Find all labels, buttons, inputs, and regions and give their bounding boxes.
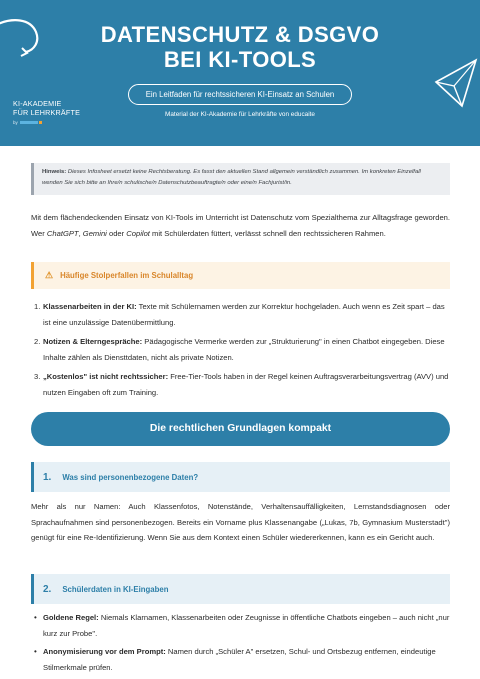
swirl-decoration-icon (0, 10, 48, 60)
brand-logo: KI-AKADEMIE FÜR LEHRKRÄFTE (13, 99, 81, 117)
list-item: 1. Klassenarbeiten in der KI: Texte mit Schülernamen werden zur Korrektur hochgeladen. Auch wenn es Zeit spart – das ist eine unzulässige Datenübermittlung. (34, 302, 445, 327)
section-heading-student-data: 2. Schülerdaten in KI-Eingaben (31, 574, 450, 604)
warning-icon: ⚠ (45, 270, 54, 280)
header-banner (0, 0, 480, 146)
list-item: 3. „Kostenlos" ist nicht rechtssicher: Free-Tier-Tools haben in der Regel keinen Auftragsverarbeitungsvertrag (AVV) und nutzen Eingaben oft zum Training. (34, 372, 449, 397)
bullet-icon: • (34, 613, 37, 622)
material-credit: Material der KI-Akademie für Lehrkräfte von educaite (165, 111, 315, 118)
pitfalls-heading: ⚠ Häufige Stolperfallen im Schulalltag (31, 262, 450, 289)
legal-basics-banner: Die rechtlichen Grundlagen kompakt (31, 412, 450, 446)
list-item: • Goldene Regel: Niemals Klarnamen, Klassenarbeiten oder Zeugnisse in öffentliche Chatbots eingeben – auch nicht „nur kurz zur Probe". (31, 610, 450, 641)
list-item: • Anonymisierung vor dem Prompt: Namen durch „Schüler A" ersetzen, Schul- und Ortsbezug entfernen, eindeutige Stilmerkmale prüfen. (31, 644, 450, 675)
student-data-list (31, 610, 450, 678)
note-text: Dieses Infosheet ersetzt keine Rechtsberatung. Es fasst den aktuellen Stand allgemein verständlich zusammen. Im konkreten Einzelfall wenden Sie sich bitte an Ihre/n schulische/n Datenschutzbeauftragte/n oder eine/n Fachjurist/in. (42, 169, 421, 186)
subtitle-pill: Ein Leitfaden für rechtssicheren KI-Einsatz an Schulen (128, 84, 352, 105)
list-item: 2. Notizen & Elterngespräche: Pädagogische Vermerke werden zur „Strukturierung" in einen Chatbot eingegeben. Diese Inhalte zählen als Diensttdaten, nicht als private Notizen. (34, 337, 445, 362)
bullet-icon: • (34, 647, 37, 656)
note-label: Hinweis: (42, 169, 67, 175)
pitfalls-list (31, 299, 450, 404)
disclaimer-note (31, 163, 450, 195)
section-heading-personal-data: 1. Was sind personenbezogene Daten? (31, 462, 450, 492)
paper-plane-icon (432, 56, 480, 116)
page-title: DATENSCHUTZ & DSGVO BEI KI-TOOLS (100, 22, 380, 72)
intro-paragraph: Mit dem flächendeckenden Einsatz von KI-Tools im Unterricht ist Datenschutz vom Spezialthema zur Alltagsfrage geworden. Wer ChatGPT, Gemini oder Copilot mit Schülerdaten füttert, verlässt schnell den rechtssicheren Rahmen. (31, 213, 450, 238)
brand-by-line: by (13, 120, 42, 125)
personal-data-paragraph: Mehr als nur Namen: Auch Klassenfotos, Notenstände, Verhaltensauffälligkeiten, Lernstandsdiagnosen oder Sprachaufnahmen sind personenbezogen. Bereits ein Vorname plus Klassenangabe („Lukas, 7b, Gymnasium Musterstadt") genügt für eine Re-Identifizierung. Wenn Sie aus dem Kontext einen Schüler wiedererkennen, kann es ein Gericht auch. (31, 502, 450, 542)
